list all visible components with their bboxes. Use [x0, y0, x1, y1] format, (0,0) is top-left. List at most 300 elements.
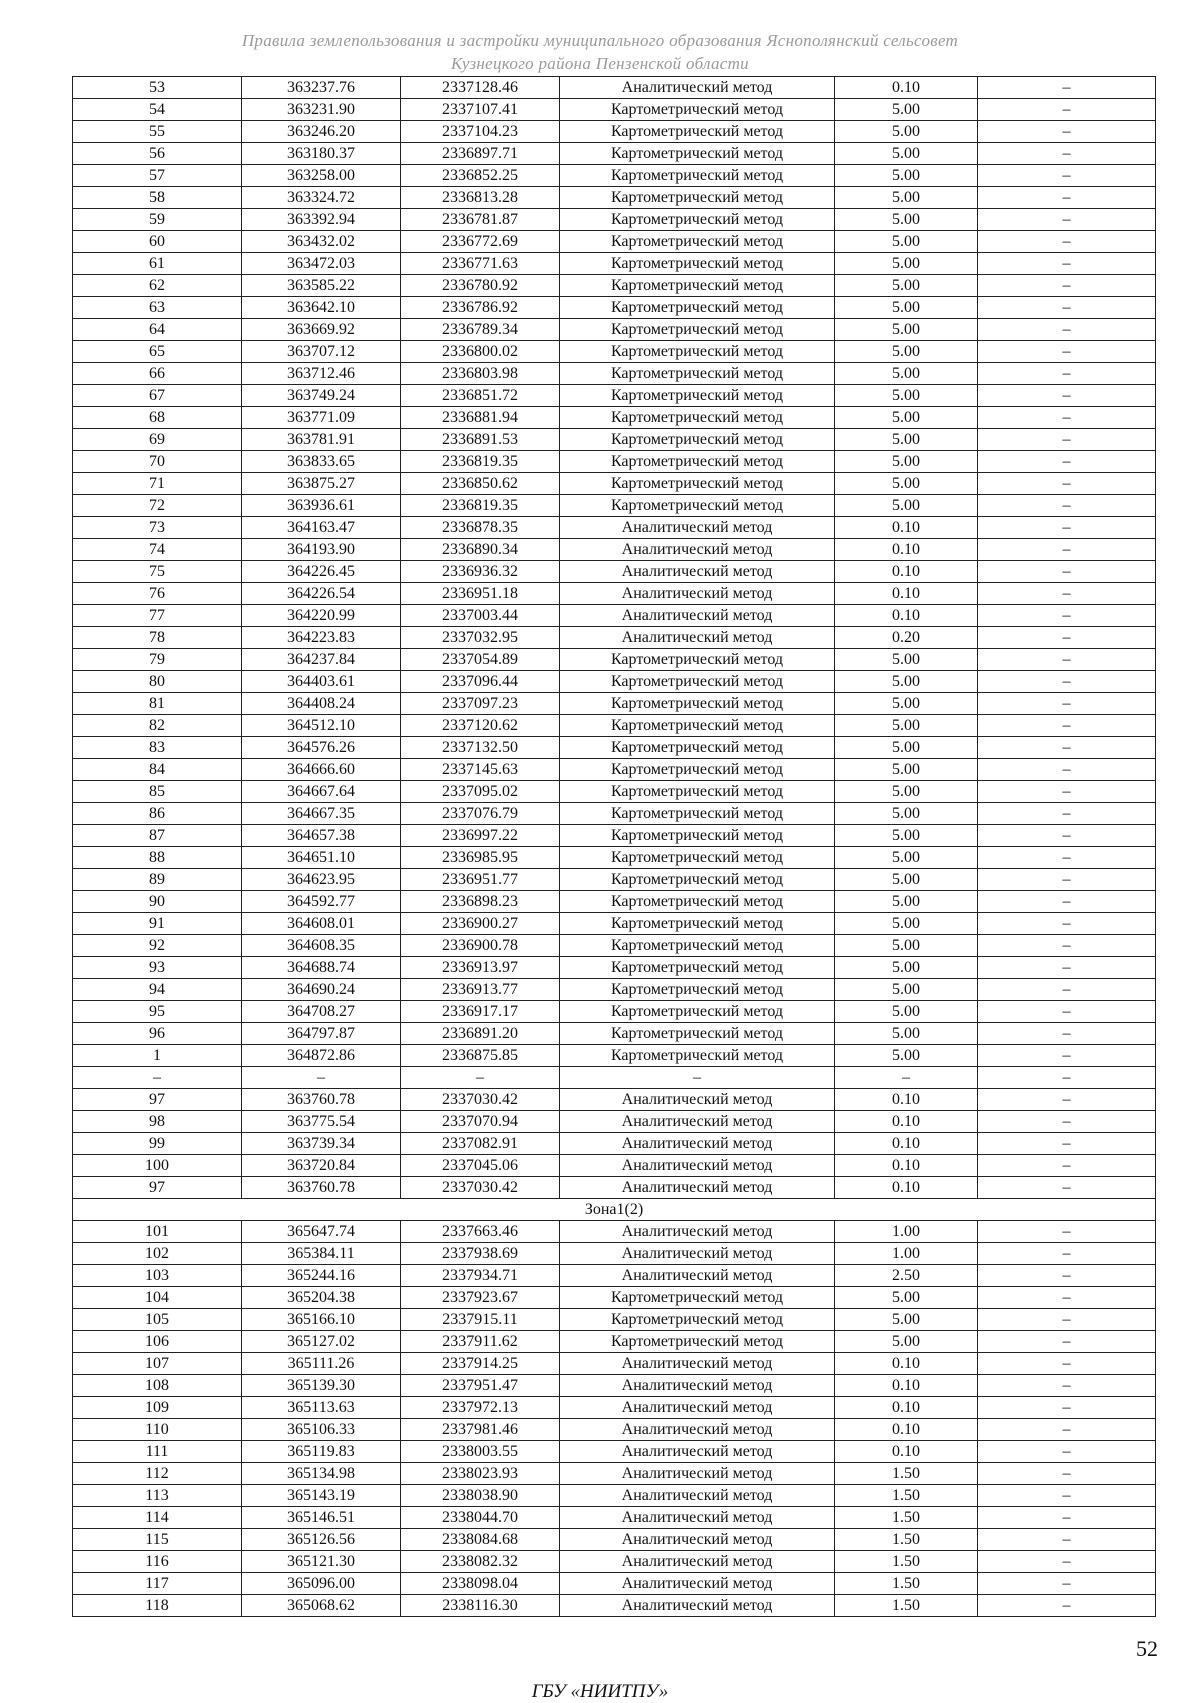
x-coordinate-cell: 365139.30 — [242, 1375, 401, 1397]
x-coordinate-cell: 363258.00 — [242, 165, 401, 187]
y-coordinate-cell: 2337972.13 — [401, 1397, 560, 1419]
y-coordinate-cell: 2336772.69 — [401, 231, 560, 253]
point-number-cell: 89 — [73, 869, 242, 891]
table-row — [73, 429, 1156, 451]
method-cell: Аналитический метод — [560, 1507, 835, 1529]
y-coordinate-cell: 2338116.30 — [401, 1595, 560, 1617]
x-coordinate-cell: 364226.54 — [242, 583, 401, 605]
table-row — [73, 627, 1156, 649]
header-line-1: Правила землепользования и застройки муниципального образования Яснополянский сельсовет — [241, 31, 959, 50]
point-number-cell: 86 — [73, 803, 242, 825]
method-cell: Картометрический метод — [560, 363, 835, 385]
y-coordinate-cell: 2338038.90 — [401, 1485, 560, 1507]
table-row — [73, 715, 1156, 737]
point-number-cell: 104 — [73, 1287, 242, 1309]
table-row — [73, 1111, 1156, 1133]
point-number-cell: 80 — [73, 671, 242, 693]
x-coordinate-cell: 364592.77 — [242, 891, 401, 913]
description-cell: – — [978, 495, 1156, 517]
point-number-cell: 57 — [73, 165, 242, 187]
y-coordinate-cell: 2336819.35 — [401, 495, 560, 517]
table-row — [73, 825, 1156, 847]
description-cell: – — [978, 1243, 1156, 1265]
precision-cell: 5.00 — [835, 825, 978, 847]
table-row — [73, 1177, 1156, 1199]
y-coordinate-cell: 2336881.94 — [401, 407, 560, 429]
table-row — [73, 847, 1156, 869]
method-cell: – — [560, 1067, 835, 1089]
y-coordinate-cell: 2337915.11 — [401, 1309, 560, 1331]
y-coordinate-cell: 2337663.46 — [401, 1221, 560, 1243]
method-cell: Картометрический метод — [560, 297, 835, 319]
x-coordinate-cell: 363875.27 — [242, 473, 401, 495]
y-coordinate-cell: 2337128.46 — [401, 77, 560, 99]
description-cell: – — [978, 1331, 1156, 1353]
method-cell: Картометрический метод — [560, 957, 835, 979]
x-coordinate-cell: 363720.84 — [242, 1155, 401, 1177]
precision-cell: 0.10 — [835, 1133, 978, 1155]
point-number-cell: 96 — [73, 1023, 242, 1045]
method-cell: Аналитический метод — [560, 1265, 835, 1287]
table-row — [73, 583, 1156, 605]
description-cell: – — [978, 1397, 1156, 1419]
x-coordinate-cell: 365204.38 — [242, 1287, 401, 1309]
y-coordinate-cell: 2337095.02 — [401, 781, 560, 803]
precision-cell: 0.10 — [835, 77, 978, 99]
method-cell: Картометрический метод — [560, 231, 835, 253]
x-coordinate-cell: 364667.35 — [242, 803, 401, 825]
method-cell: Картометрический метод — [560, 495, 835, 517]
method-cell: Аналитический метод — [560, 583, 835, 605]
table-row — [73, 1507, 1156, 1529]
method-cell: Аналитический метод — [560, 605, 835, 627]
y-coordinate-cell: 2337132.50 — [401, 737, 560, 759]
description-cell: – — [978, 407, 1156, 429]
method-cell: Картометрический метод — [560, 121, 835, 143]
precision-cell: 5.00 — [835, 715, 978, 737]
method-cell: Аналитический метод — [560, 561, 835, 583]
x-coordinate-cell: 363231.90 — [242, 99, 401, 121]
point-number-cell: 81 — [73, 693, 242, 715]
precision-cell: 1.50 — [835, 1595, 978, 1617]
method-cell: Аналитический метод — [560, 77, 835, 99]
table-row — [73, 1419, 1156, 1441]
y-coordinate-cell: 2337045.06 — [401, 1155, 560, 1177]
precision-cell: – — [835, 1067, 978, 1089]
description-cell: – — [978, 77, 1156, 99]
precision-cell: 0.10 — [835, 1155, 978, 1177]
point-number-cell: 117 — [73, 1573, 242, 1595]
table-row — [73, 451, 1156, 473]
point-number-cell: 101 — [73, 1221, 242, 1243]
description-cell: – — [978, 1067, 1156, 1089]
y-coordinate-cell: 2336789.34 — [401, 319, 560, 341]
table-row — [73, 1287, 1156, 1309]
precision-cell: 1.50 — [835, 1507, 978, 1529]
precision-cell: 1.00 — [835, 1243, 978, 1265]
point-number-cell: 88 — [73, 847, 242, 869]
description-cell: – — [978, 803, 1156, 825]
x-coordinate-cell: 364872.86 — [242, 1045, 401, 1067]
method-cell: Картометрический метод — [560, 473, 835, 495]
method-cell: Картометрический метод — [560, 891, 835, 913]
x-coordinate-cell: 365134.98 — [242, 1463, 401, 1485]
x-coordinate-cell: 365244.16 — [242, 1265, 401, 1287]
method-cell: Аналитический метод — [560, 1353, 835, 1375]
table-row — [73, 759, 1156, 781]
table-row — [73, 121, 1156, 143]
method-cell: Аналитический метод — [560, 517, 835, 539]
method-cell: Картометрический метод — [560, 385, 835, 407]
x-coordinate-cell: 363392.94 — [242, 209, 401, 231]
method-cell: Картометрический метод — [560, 1023, 835, 1045]
point-number-cell: 85 — [73, 781, 242, 803]
x-coordinate-cell: 365647.74 — [242, 1221, 401, 1243]
table-row — [73, 99, 1156, 121]
y-coordinate-cell: 2336891.53 — [401, 429, 560, 451]
y-coordinate-cell: 2337096.44 — [401, 671, 560, 693]
method-cell: Картометрический метод — [560, 715, 835, 737]
precision-cell: 5.00 — [835, 121, 978, 143]
table-row — [73, 891, 1156, 913]
description-cell: – — [978, 583, 1156, 605]
point-number-cell: 54 — [73, 99, 242, 121]
x-coordinate-cell: 363707.12 — [242, 341, 401, 363]
y-coordinate-cell: 2337951.47 — [401, 1375, 560, 1397]
precision-cell: 0.10 — [835, 1089, 978, 1111]
method-cell: Аналитический метод — [560, 627, 835, 649]
zone-label: Зона1(2) — [73, 1199, 1156, 1221]
method-cell: Картометрический метод — [560, 1309, 835, 1331]
description-cell: – — [978, 1353, 1156, 1375]
x-coordinate-cell: 364193.90 — [242, 539, 401, 561]
method-cell: Картометрический метод — [560, 1331, 835, 1353]
table-row — [73, 1529, 1156, 1551]
table-row — [73, 275, 1156, 297]
x-coordinate-cell: 363936.61 — [242, 495, 401, 517]
method-cell: Картометрический метод — [560, 165, 835, 187]
point-number-cell: 106 — [73, 1331, 242, 1353]
point-number-cell: 82 — [73, 715, 242, 737]
point-number-cell: 87 — [73, 825, 242, 847]
y-coordinate-cell: 2337934.71 — [401, 1265, 560, 1287]
precision-cell: 5.00 — [835, 1045, 978, 1067]
x-coordinate-cell: 364690.24 — [242, 979, 401, 1001]
method-cell: Картометрический метод — [560, 869, 835, 891]
y-coordinate-cell: 2338084.68 — [401, 1529, 560, 1551]
description-cell: – — [978, 473, 1156, 495]
method-cell: Картометрический метод — [560, 253, 835, 275]
y-coordinate-cell: 2336781.87 — [401, 209, 560, 231]
table-row — [73, 935, 1156, 957]
table-row — [73, 1353, 1156, 1375]
point-number-cell: 74 — [73, 539, 242, 561]
method-cell: Аналитический метод — [560, 1089, 835, 1111]
y-coordinate-cell: 2336897.71 — [401, 143, 560, 165]
point-number-cell: 63 — [73, 297, 242, 319]
precision-cell: 5.00 — [835, 363, 978, 385]
y-coordinate-cell: 2337030.42 — [401, 1089, 560, 1111]
y-coordinate-cell: 2337076.79 — [401, 803, 560, 825]
y-coordinate-cell: 2338023.93 — [401, 1463, 560, 1485]
table-row — [73, 407, 1156, 429]
footer-organization: ГБУ «НИИТПУ» — [531, 1681, 669, 1702]
point-number-cell: 97 — [73, 1089, 242, 1111]
point-number-cell: 111 — [73, 1441, 242, 1463]
precision-cell: 1.50 — [835, 1529, 978, 1551]
point-number-cell: 84 — [73, 759, 242, 781]
precision-cell: 0.10 — [835, 1375, 978, 1397]
table-row — [73, 231, 1156, 253]
table-row — [73, 1001, 1156, 1023]
precision-cell: 1.50 — [835, 1573, 978, 1595]
point-number-cell: 62 — [73, 275, 242, 297]
method-cell: Картометрический метод — [560, 979, 835, 1001]
method-cell: Картометрический метод — [560, 781, 835, 803]
point-number-cell: 95 — [73, 1001, 242, 1023]
description-cell: – — [978, 869, 1156, 891]
y-coordinate-cell: 2336800.02 — [401, 341, 560, 363]
point-number-cell: 99 — [73, 1133, 242, 1155]
x-coordinate-cell: 365068.62 — [242, 1595, 401, 1617]
description-cell: – — [978, 1133, 1156, 1155]
precision-cell: 5.00 — [835, 253, 978, 275]
table-row — [73, 473, 1156, 495]
description-cell: – — [978, 1419, 1156, 1441]
x-coordinate-cell: 364512.10 — [242, 715, 401, 737]
zone-header-row — [73, 1199, 1156, 1221]
method-cell: Аналитический метод — [560, 1397, 835, 1419]
description-cell: – — [978, 693, 1156, 715]
method-cell: Картометрический метод — [560, 759, 835, 781]
description-cell: – — [978, 781, 1156, 803]
table-row — [73, 363, 1156, 385]
table-row — [73, 1485, 1156, 1507]
table-row — [73, 1463, 1156, 1485]
x-coordinate-cell: 365126.56 — [242, 1529, 401, 1551]
description-cell: – — [978, 1507, 1156, 1529]
y-coordinate-cell: 2336851.72 — [401, 385, 560, 407]
description-cell: – — [978, 187, 1156, 209]
precision-cell: 0.10 — [835, 1353, 978, 1375]
method-cell: Картометрический метод — [560, 1287, 835, 1309]
precision-cell: 5.00 — [835, 495, 978, 517]
point-number-cell: 1 — [73, 1045, 242, 1067]
precision-cell: 5.00 — [835, 385, 978, 407]
x-coordinate-cell: 363432.02 — [242, 231, 401, 253]
y-coordinate-cell: 2337003.44 — [401, 605, 560, 627]
point-number-cell: 69 — [73, 429, 242, 451]
method-cell: Картометрический метод — [560, 913, 835, 935]
precision-cell: 5.00 — [835, 1023, 978, 1045]
method-cell: Картометрический метод — [560, 935, 835, 957]
point-number-cell: 91 — [73, 913, 242, 935]
point-number-cell: 70 — [73, 451, 242, 473]
precision-cell: 5.00 — [835, 935, 978, 957]
x-coordinate-cell: 363760.78 — [242, 1177, 401, 1199]
y-coordinate-cell: 2336780.92 — [401, 275, 560, 297]
y-coordinate-cell: 2336900.27 — [401, 913, 560, 935]
method-cell: Аналитический метод — [560, 1529, 835, 1551]
x-coordinate-cell: 364667.64 — [242, 781, 401, 803]
method-cell: Картометрический метод — [560, 429, 835, 451]
method-cell: Картометрический метод — [560, 99, 835, 121]
method-cell: Аналитический метод — [560, 1155, 835, 1177]
coordinates-table — [72, 76, 1156, 1617]
description-cell: – — [978, 1265, 1156, 1287]
description-cell: – — [978, 715, 1156, 737]
precision-cell: 0.10 — [835, 1397, 978, 1419]
description-cell: – — [978, 165, 1156, 187]
x-coordinate-cell: 363180.37 — [242, 143, 401, 165]
x-coordinate-cell: 363237.76 — [242, 77, 401, 99]
description-cell: – — [978, 935, 1156, 957]
description-cell: – — [978, 627, 1156, 649]
table-row — [73, 341, 1156, 363]
x-coordinate-cell: 363712.46 — [242, 363, 401, 385]
method-cell: Аналитический метод — [560, 1463, 835, 1485]
description-cell: – — [978, 363, 1156, 385]
point-number-cell: 92 — [73, 935, 242, 957]
description-cell: – — [978, 1023, 1156, 1045]
x-coordinate-cell: 364403.61 — [242, 671, 401, 693]
table-row — [73, 693, 1156, 715]
point-number-cell: 60 — [73, 231, 242, 253]
precision-cell: 1.50 — [835, 1551, 978, 1573]
point-number-cell: 118 — [73, 1595, 242, 1617]
point-number-cell: 77 — [73, 605, 242, 627]
precision-cell: 5.00 — [835, 913, 978, 935]
description-cell: – — [978, 121, 1156, 143]
x-coordinate-cell: 364408.24 — [242, 693, 401, 715]
precision-cell: 0.10 — [835, 1441, 978, 1463]
x-coordinate-cell: 363642.10 — [242, 297, 401, 319]
precision-cell: 5.00 — [835, 429, 978, 451]
description-cell: – — [978, 1529, 1156, 1551]
method-cell: Картометрический метод — [560, 209, 835, 231]
y-coordinate-cell: 2336900.78 — [401, 935, 560, 957]
x-coordinate-cell: 365106.33 — [242, 1419, 401, 1441]
table-row — [73, 253, 1156, 275]
x-coordinate-cell: 363781.91 — [242, 429, 401, 451]
precision-cell: 2.50 — [835, 1265, 978, 1287]
x-coordinate-cell: 364688.74 — [242, 957, 401, 979]
x-coordinate-cell: 365096.00 — [242, 1573, 401, 1595]
header-line-2: Кузнецкого района Пензенской области — [451, 54, 749, 73]
method-cell: Аналитический метод — [560, 1573, 835, 1595]
method-cell: Аналитический метод — [560, 1485, 835, 1507]
precision-cell: 5.00 — [835, 99, 978, 121]
precision-cell: 1.50 — [835, 1463, 978, 1485]
x-coordinate-cell: 363775.54 — [242, 1111, 401, 1133]
table-row — [73, 297, 1156, 319]
description-cell: – — [978, 1177, 1156, 1199]
table-row — [73, 165, 1156, 187]
description-cell: – — [978, 1595, 1156, 1617]
description-cell: – — [978, 1441, 1156, 1463]
table-row — [73, 561, 1156, 583]
description-cell: – — [978, 1001, 1156, 1023]
x-coordinate-cell: 364576.26 — [242, 737, 401, 759]
precision-cell: 5.00 — [835, 737, 978, 759]
table-row — [73, 385, 1156, 407]
precision-cell: 0.10 — [835, 605, 978, 627]
method-cell: Аналитический метод — [560, 1221, 835, 1243]
x-coordinate-cell: 364608.01 — [242, 913, 401, 935]
precision-cell: 5.00 — [835, 275, 978, 297]
x-coordinate-cell: 365119.83 — [242, 1441, 401, 1463]
method-cell: Аналитический метод — [560, 1595, 835, 1617]
precision-cell: 5.00 — [835, 979, 978, 1001]
point-number-cell: 102 — [73, 1243, 242, 1265]
description-cell: – — [978, 979, 1156, 1001]
x-coordinate-cell: 363585.22 — [242, 275, 401, 297]
precision-cell: 5.00 — [835, 187, 978, 209]
method-cell: Картометрический метод — [560, 341, 835, 363]
precision-cell: 5.00 — [835, 891, 978, 913]
x-coordinate-cell: 365166.10 — [242, 1309, 401, 1331]
precision-cell: 0.10 — [835, 539, 978, 561]
table-row — [73, 1309, 1156, 1331]
y-coordinate-cell: 2336891.20 — [401, 1023, 560, 1045]
description-cell: – — [978, 1485, 1156, 1507]
method-cell: Картометрический метод — [560, 1045, 835, 1067]
table-row — [73, 539, 1156, 561]
description-cell: – — [978, 1155, 1156, 1177]
table-row — [73, 1023, 1156, 1045]
point-number-cell: 66 — [73, 363, 242, 385]
table-row — [73, 495, 1156, 517]
method-cell: Картометрический метод — [560, 737, 835, 759]
point-number-cell: 65 — [73, 341, 242, 363]
table-row — [73, 1133, 1156, 1155]
x-coordinate-cell: 364163.47 — [242, 517, 401, 539]
precision-cell: 5.00 — [835, 957, 978, 979]
method-cell: Аналитический метод — [560, 1133, 835, 1155]
point-number-cell: 115 — [73, 1529, 242, 1551]
precision-cell: 5.00 — [835, 1309, 978, 1331]
point-number-cell: 103 — [73, 1265, 242, 1287]
y-coordinate-cell: 2336936.32 — [401, 561, 560, 583]
x-coordinate-cell: 365113.63 — [242, 1397, 401, 1419]
table-row — [73, 187, 1156, 209]
description-cell: – — [978, 253, 1156, 275]
description-cell: – — [978, 649, 1156, 671]
description-cell: – — [978, 275, 1156, 297]
point-number-cell: 67 — [73, 385, 242, 407]
point-number-cell: 53 — [73, 77, 242, 99]
precision-cell: 5.00 — [835, 143, 978, 165]
table-row — [73, 1441, 1156, 1463]
table-row — [73, 143, 1156, 165]
description-cell: – — [978, 1309, 1156, 1331]
y-coordinate-cell: 2337070.94 — [401, 1111, 560, 1133]
description-cell: – — [978, 847, 1156, 869]
precision-cell: 5.00 — [835, 847, 978, 869]
point-number-cell: 97 — [73, 1177, 242, 1199]
precision-cell: 5.00 — [835, 693, 978, 715]
x-coordinate-cell: 364237.84 — [242, 649, 401, 671]
method-cell: Картометрический метод — [560, 649, 835, 671]
y-coordinate-cell: 2337104.23 — [401, 121, 560, 143]
y-coordinate-cell: 2336898.23 — [401, 891, 560, 913]
y-coordinate-cell: 2336852.25 — [401, 165, 560, 187]
description-cell: – — [978, 891, 1156, 913]
y-coordinate-cell: 2337107.41 — [401, 99, 560, 121]
x-coordinate-cell: 363771.09 — [242, 407, 401, 429]
description-cell: – — [978, 561, 1156, 583]
y-coordinate-cell: 2336951.77 — [401, 869, 560, 891]
